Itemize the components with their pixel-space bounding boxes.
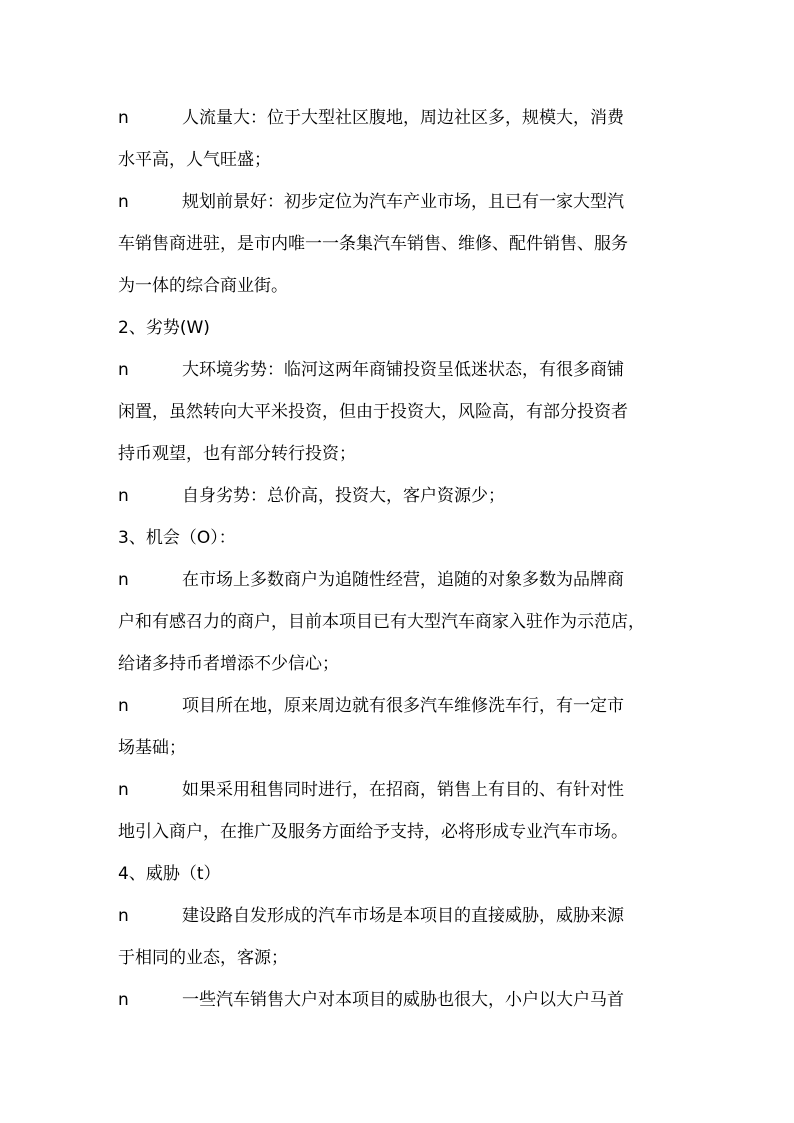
bullet-text: 自身劣势：总价高，投资大，客户资源少； bbox=[182, 486, 505, 506]
bullet-line bbox=[118, 902, 684, 944]
bullet-marker: n bbox=[118, 360, 129, 380]
continuation-line: 水平高，人气旺盛； bbox=[118, 150, 271, 170]
document-body bbox=[118, 104, 684, 1028]
bullet-text: 在市场上多数商户为追随性经营，追随的对象多数为品牌商 bbox=[182, 570, 624, 590]
section-heading: 3、机会（O）： bbox=[118, 528, 236, 548]
section-heading: 2、劣势(W) bbox=[118, 318, 210, 338]
bullet-line bbox=[118, 482, 684, 524]
continuation-line: 为一体的综合商业街。 bbox=[118, 276, 288, 296]
bullet-text: 一些汽车销售大户对本项目的威胁也很大，小户以大户马首 bbox=[182, 990, 624, 1010]
continuation-line: 于相同的业态，客源； bbox=[118, 948, 288, 968]
bullet-text: 大环境劣势：临河这两年商铺投资呈低迷状态，有很多商铺 bbox=[182, 360, 624, 380]
bullet-marker: n bbox=[118, 696, 129, 716]
continuation-line: 车销售商进驻，是市内唯一一条集汽车销售、维修、配件销售、服务 bbox=[118, 234, 628, 254]
bullet-text: 人流量大：位于大型社区腹地，周边社区多，规模大，消费 bbox=[182, 108, 624, 128]
bullet-line bbox=[118, 188, 684, 230]
continuation-line: 闲置，虽然转向大平米投资，但由于投资大，风险高，有部分投资者 bbox=[118, 402, 628, 422]
bullet-marker: n bbox=[118, 906, 129, 926]
bullet-marker: n bbox=[118, 486, 129, 506]
bullet-line bbox=[118, 104, 684, 146]
bullet-line bbox=[118, 356, 684, 398]
bullet-text: 如果采用租售同时进行，在招商，销售上有目的、有针对性 bbox=[182, 780, 624, 800]
continuation-line: 户和有感召力的商户，目前本项目已有大型汽车商家入驻作为示范店， bbox=[118, 612, 645, 632]
bullet-line bbox=[118, 776, 684, 818]
bullet-marker: n bbox=[118, 108, 129, 128]
continuation-line: 场基础； bbox=[118, 738, 186, 758]
bullet-marker: n bbox=[118, 990, 129, 1010]
continuation-line: 给诸多持币者增添不少信心； bbox=[118, 654, 339, 674]
bullet-line bbox=[118, 566, 684, 608]
bullet-marker: n bbox=[118, 570, 129, 590]
continuation-line: 持币观望，也有部分转行投资； bbox=[118, 444, 356, 464]
bullet-text: 建设路自发形成的汽车市场是本项目的直接威胁，威胁来源 bbox=[182, 906, 624, 926]
bullet-text: 规划前景好：初步定位为汽车产业市场，且已有一家大型汽 bbox=[182, 192, 624, 212]
bullet-line bbox=[118, 692, 684, 734]
bullet-line bbox=[118, 986, 684, 1028]
bullet-text: 项目所在地，原来周边就有很多汽车维修洗车行，有一定市 bbox=[182, 696, 624, 716]
section-heading: 4、威胁（t） bbox=[118, 864, 221, 884]
bullet-marker: n bbox=[118, 780, 129, 800]
bullet-marker: n bbox=[118, 192, 129, 212]
continuation-line: 地引入商户，在推广及服务方面给予支持，必将形成专业汽车市场。 bbox=[118, 822, 628, 842]
